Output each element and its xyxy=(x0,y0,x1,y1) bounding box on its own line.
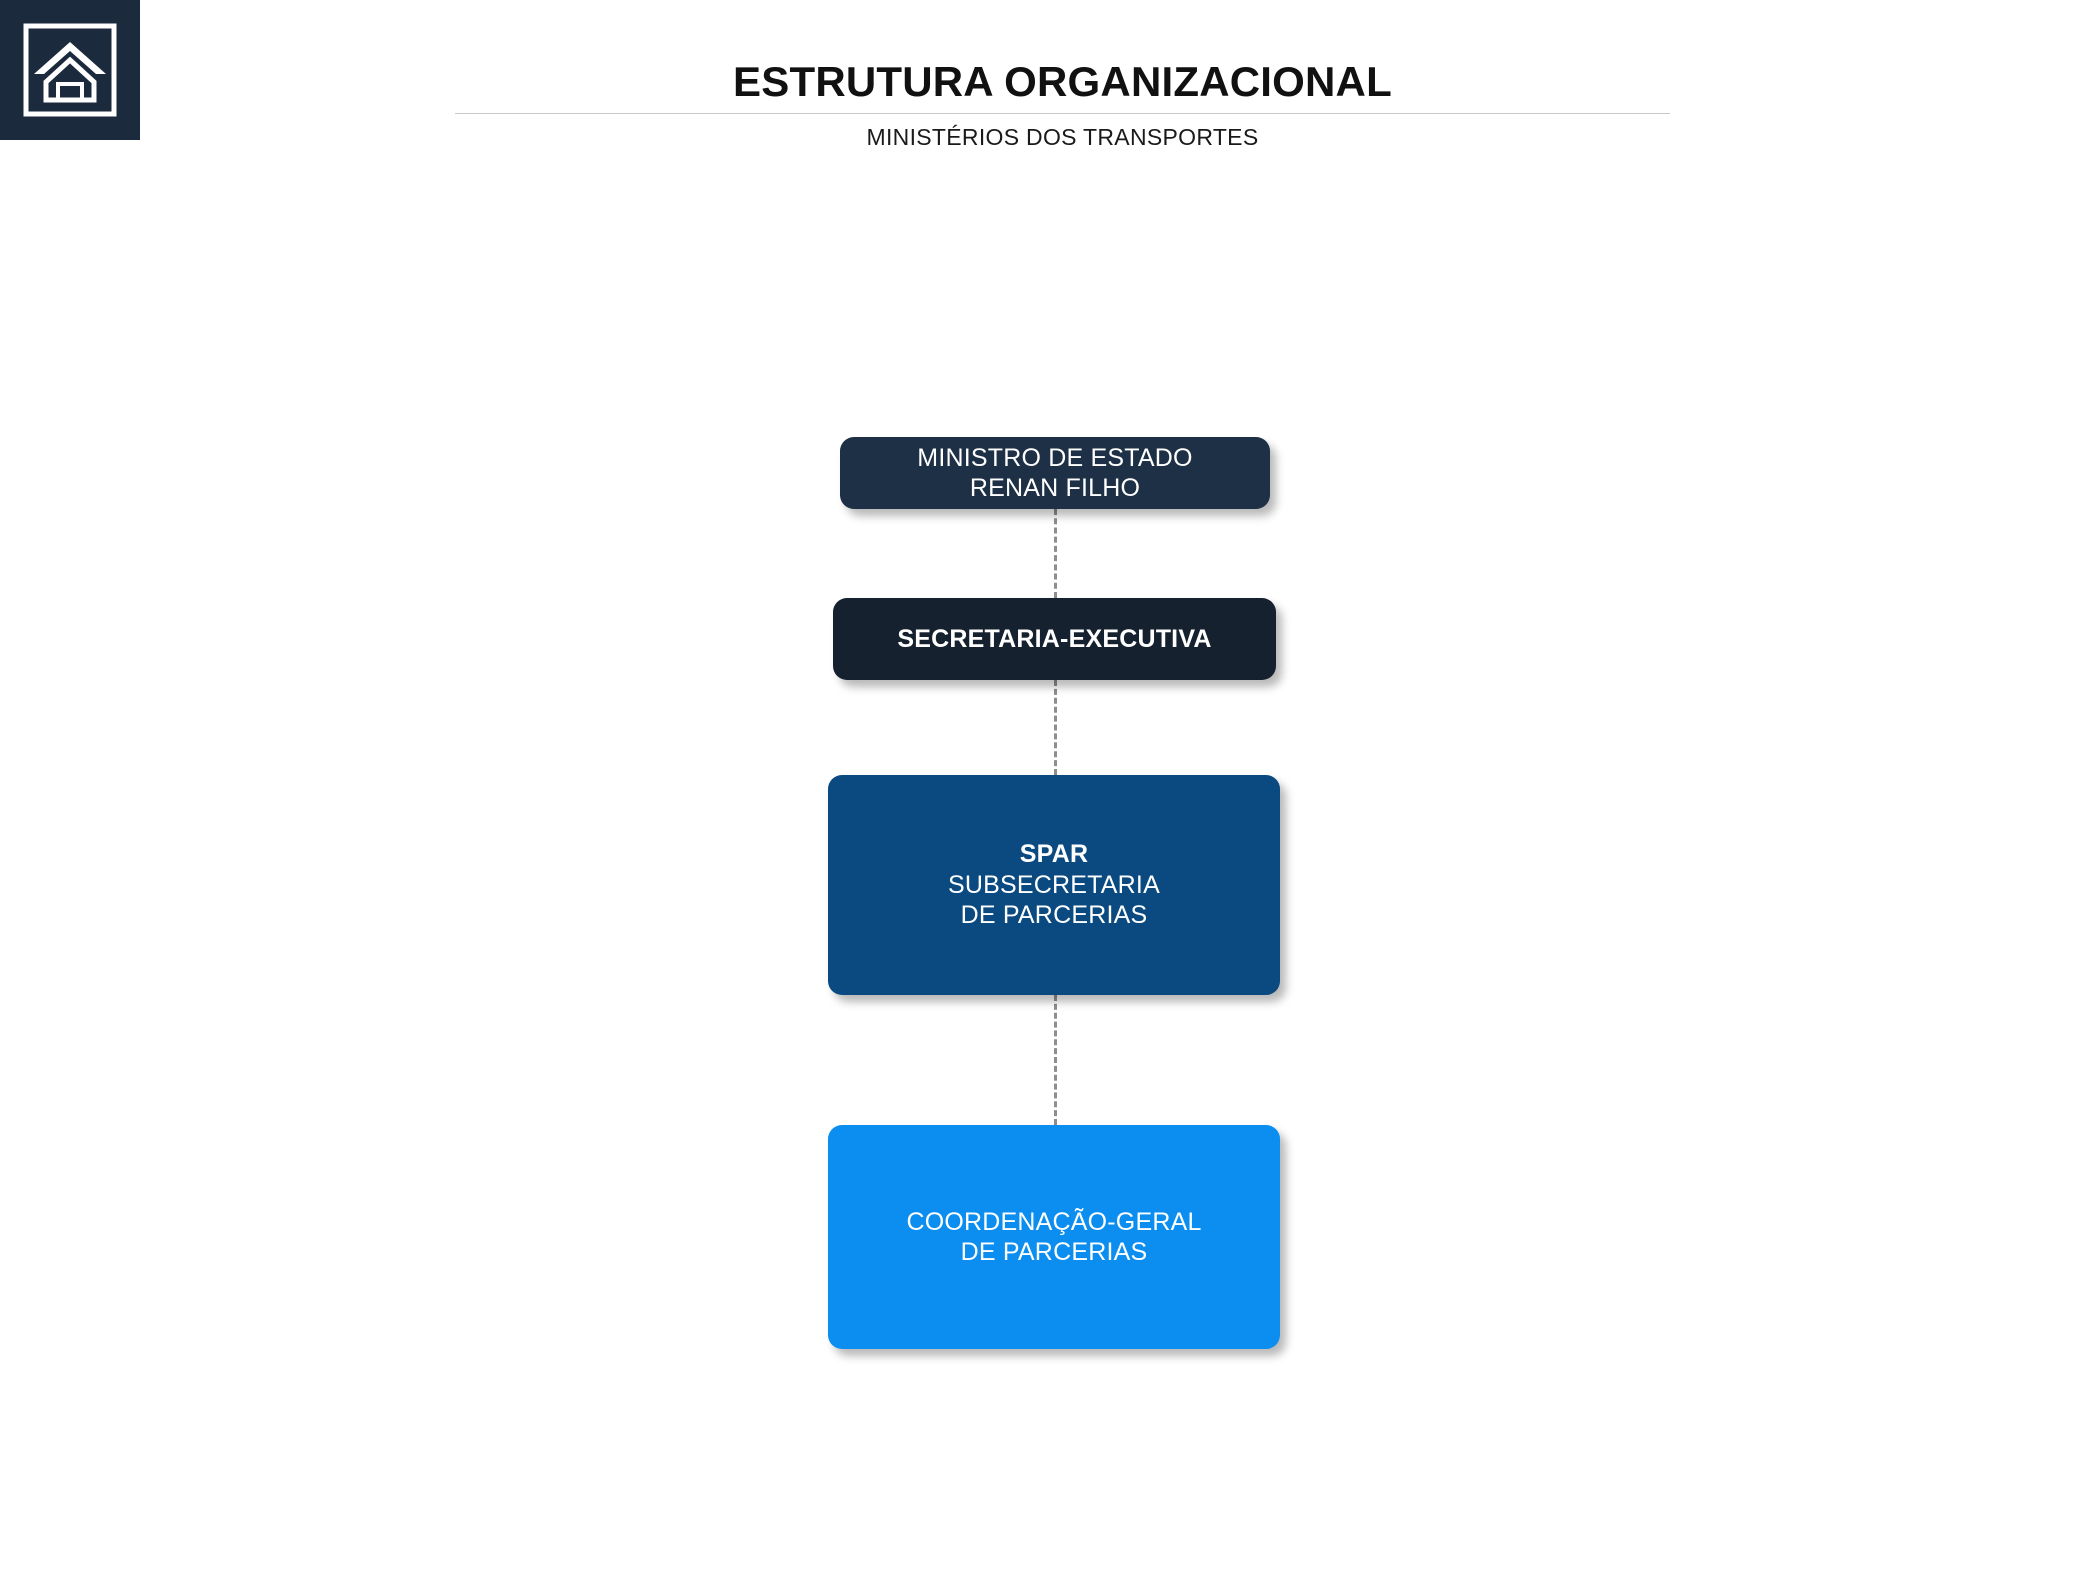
node-spar-line: SPAR xyxy=(1019,840,1089,869)
node-coordenacao-geral-de-parcerias[interactable] xyxy=(828,1125,1280,1349)
connector-spar-to-coordenacao xyxy=(1054,995,1057,1125)
node-secretaria-executiva-line: SECRETARIA-EXECUTIVA xyxy=(897,624,1212,653)
node-ministro-de-estado[interactable] xyxy=(840,437,1270,509)
node-coordenacao-geral-de-parcerias-line: DE PARCERIAS xyxy=(960,1238,1148,1266)
node-secretaria-executiva[interactable] xyxy=(833,598,1276,680)
page-subtitle: MINISTÉRIOS DOS TRANSPORTES xyxy=(866,124,1259,151)
node-ministro-de-estado-line: RENAN FILHO xyxy=(969,474,1141,502)
connector-ministro-to-secretaria xyxy=(1054,509,1057,598)
node-ministro-de-estado-line: MINISTRO DE ESTADO xyxy=(917,443,1193,472)
node-spar-line: DE PARCERIAS xyxy=(960,901,1148,930)
page-title: ESTRUTURA ORGANIZACIONAL xyxy=(733,58,1392,105)
node-coordenacao-geral-de-parcerias-line: COORDENAÇÃO-GERAL xyxy=(906,1207,1202,1236)
node-spar[interactable] xyxy=(828,775,1280,995)
node-spar-line: SUBSECRETARIA xyxy=(948,870,1160,899)
connector-secretaria-to-spar xyxy=(1054,680,1057,775)
